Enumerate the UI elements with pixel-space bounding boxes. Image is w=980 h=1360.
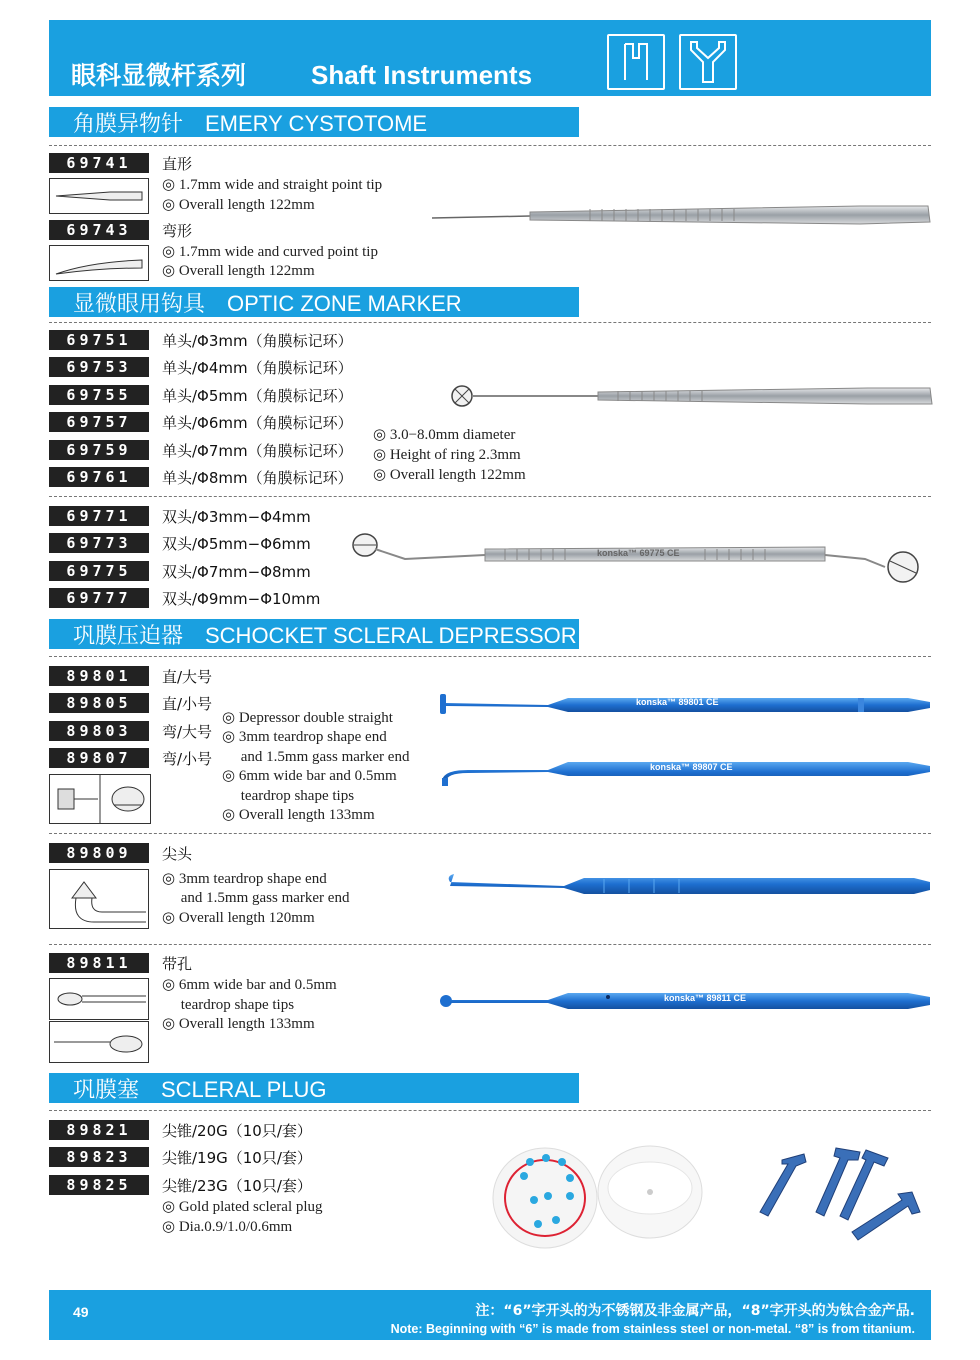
product-desc-line: ◎ 3mm teardrop shape end [162,871,327,887]
divider [49,944,931,945]
product-code: 89809 [49,843,149,863]
section-title-schocket: 巩膜压迫器 SCHOCKET SCLERAL DEPRESSOR [49,619,579,649]
product-label: 弯/大号 [162,723,213,741]
product-label: 双头/Φ3mm−Φ4mm [162,508,311,526]
divider [49,145,931,146]
product-label: 单头/Φ6mm（角膜标记环） [162,414,353,432]
straight-tip-illustration [49,178,149,214]
pointed-tip-illustration [49,869,149,929]
product-code: 69753 [49,357,149,377]
plug-case-image [490,1140,710,1252]
product-code: 89803 [49,721,149,741]
engraving-text: konska™ 89801 CE [636,697,719,707]
page-number: 49 [73,1304,89,1320]
product-desc-line: ◎ Dia.0.9/1.0/0.6mm [162,1219,293,1235]
product-desc-line: ◎ 6mm wide bar and 0.5mm [222,768,397,784]
depressor-pointed-image [444,870,934,900]
product-label: 单头/Φ7mm（角膜标记环） [162,442,353,460]
footer-note-cn: 注：“6”字开头的为不锈钢及非金属产品，“8”字开头的为钛合金产品. [475,1303,915,1319]
footer-note-en: Note: Beginning with “6” is made from stainless steel or non-metal. “8” is from titanium. [390,1322,915,1336]
divider [49,656,931,657]
product-desc-line: ◎ 1.7mm wide and straight point tip [162,177,383,193]
product-label: 尖锥/23G（10只/套） [162,1177,312,1195]
product-label: 尖头 [162,845,193,863]
product-code: 69743 [49,220,149,240]
product-label: 单头/Φ5mm（角膜标记环） [162,387,353,405]
divider [49,322,931,323]
product-code: 69757 [49,412,149,432]
product-label: 直形 [162,155,193,173]
product-desc-line: ◎ Gold plated scleral plug [162,1199,323,1215]
section-title-emery: 角膜异物针 EMERY CYSTOTOME [49,107,579,137]
product-code: 69771 [49,506,149,526]
engraving-text: konska™ 69775 CE [597,548,680,558]
product-code: 89821 [49,1120,149,1140]
section-title-plug: 巩膜塞 SCLERAL PLUG [49,1073,579,1103]
product-code: 69751 [49,330,149,350]
product-desc-line: ◎ 1.7mm wide and curved point tip [162,244,378,260]
product-desc-line: ◎ Height of ring 2.3mm [373,447,521,463]
product-desc-line: ◎ Overall length 122mm [162,263,315,279]
product-label: 双头/Φ7mm−Φ8mm [162,563,311,581]
product-code: 69755 [49,385,149,405]
product-label: 弯形 [162,222,193,240]
shaft-shape-icon [607,34,665,90]
engraving-text: konska™ 89811 CE [664,993,747,1003]
product-desc-line: ◎ Overall length 133mm [162,1016,315,1032]
product-code: 89825 [49,1175,149,1195]
product-desc-line: and 1.5mm gass marker end [162,890,350,906]
divider [49,1110,931,1111]
page-footer [49,1290,931,1340]
product-label: 直/小号 [162,695,213,713]
product-desc-line: ◎ Overall length 133mm [222,807,375,823]
product-label: 弯/小号 [162,750,213,768]
y-shape-icon [679,34,737,90]
scleral-plugs-image [738,1140,928,1252]
product-code: 69777 [49,588,149,608]
product-desc-line: ◎ Depressor double straight [222,710,393,726]
header-title-cn: 眼科显微杆系列 [71,61,247,90]
product-code: 69741 [49,153,149,173]
product-label: 尖锥/20G（10只/套） [162,1122,312,1140]
product-label: 双头/Φ5mm−Φ6mm [162,535,311,553]
product-code: 89823 [49,1147,149,1167]
product-code: 89807 [49,748,149,768]
depressor-tip-illustration [49,774,151,824]
product-label: 单头/Φ3mm（角膜标记环） [162,332,353,350]
product-label: 尖锥/19G（10只/套） [162,1149,312,1167]
product-code: 69761 [49,467,149,487]
product-desc-line: teardrop shape tips [162,997,295,1013]
product-desc-line: ◎ 3.0−8.0mm diameter [373,427,516,443]
product-code: 89805 [49,693,149,713]
product-code: 69773 [49,533,149,553]
product-code: 69775 [49,561,149,581]
divider [49,833,931,834]
product-label: 单头/Φ8mm（角膜标记环） [162,469,353,487]
product-label: 双头/Φ9mm−Φ10mm [162,590,321,608]
product-label: 单头/Φ4mm（角膜标记环） [162,359,353,377]
page-header [49,20,931,96]
teardrop-tip-illustration [49,1021,149,1063]
product-desc-line: ◎ Overall length 122mm [162,197,315,213]
product-label: 直/大号 [162,668,213,686]
product-code: 89811 [49,953,149,973]
hole-tip-illustration [49,978,149,1020]
header-title-en: Shaft Instruments [311,60,533,90]
optic-marker-single-image [448,380,935,412]
section-title-optic: 显微眼用钩具 OPTIC ZONE MARKER [49,287,579,317]
divider [49,496,931,497]
product-desc-line: ◎ Overall length 120mm [162,910,315,926]
product-label: 带孔 [162,955,193,973]
product-code: 89801 [49,666,149,686]
product-desc-line: ◎ 6mm wide bar and 0.5mm [162,977,337,993]
product-code: 69759 [49,440,149,460]
product-desc-line: ◎ Overall length 122mm [373,467,526,483]
engraving-text: konska™ 89807 CE [650,762,733,772]
product-desc-line: ◎ 3mm teardrop shape end [222,729,387,745]
product-desc-line: and 1.5mm gass marker end [222,749,410,765]
product-desc-line: teardrop shape tips [222,788,355,804]
emery-cystotome-image [430,198,935,234]
curved-tip-illustration [49,245,149,281]
